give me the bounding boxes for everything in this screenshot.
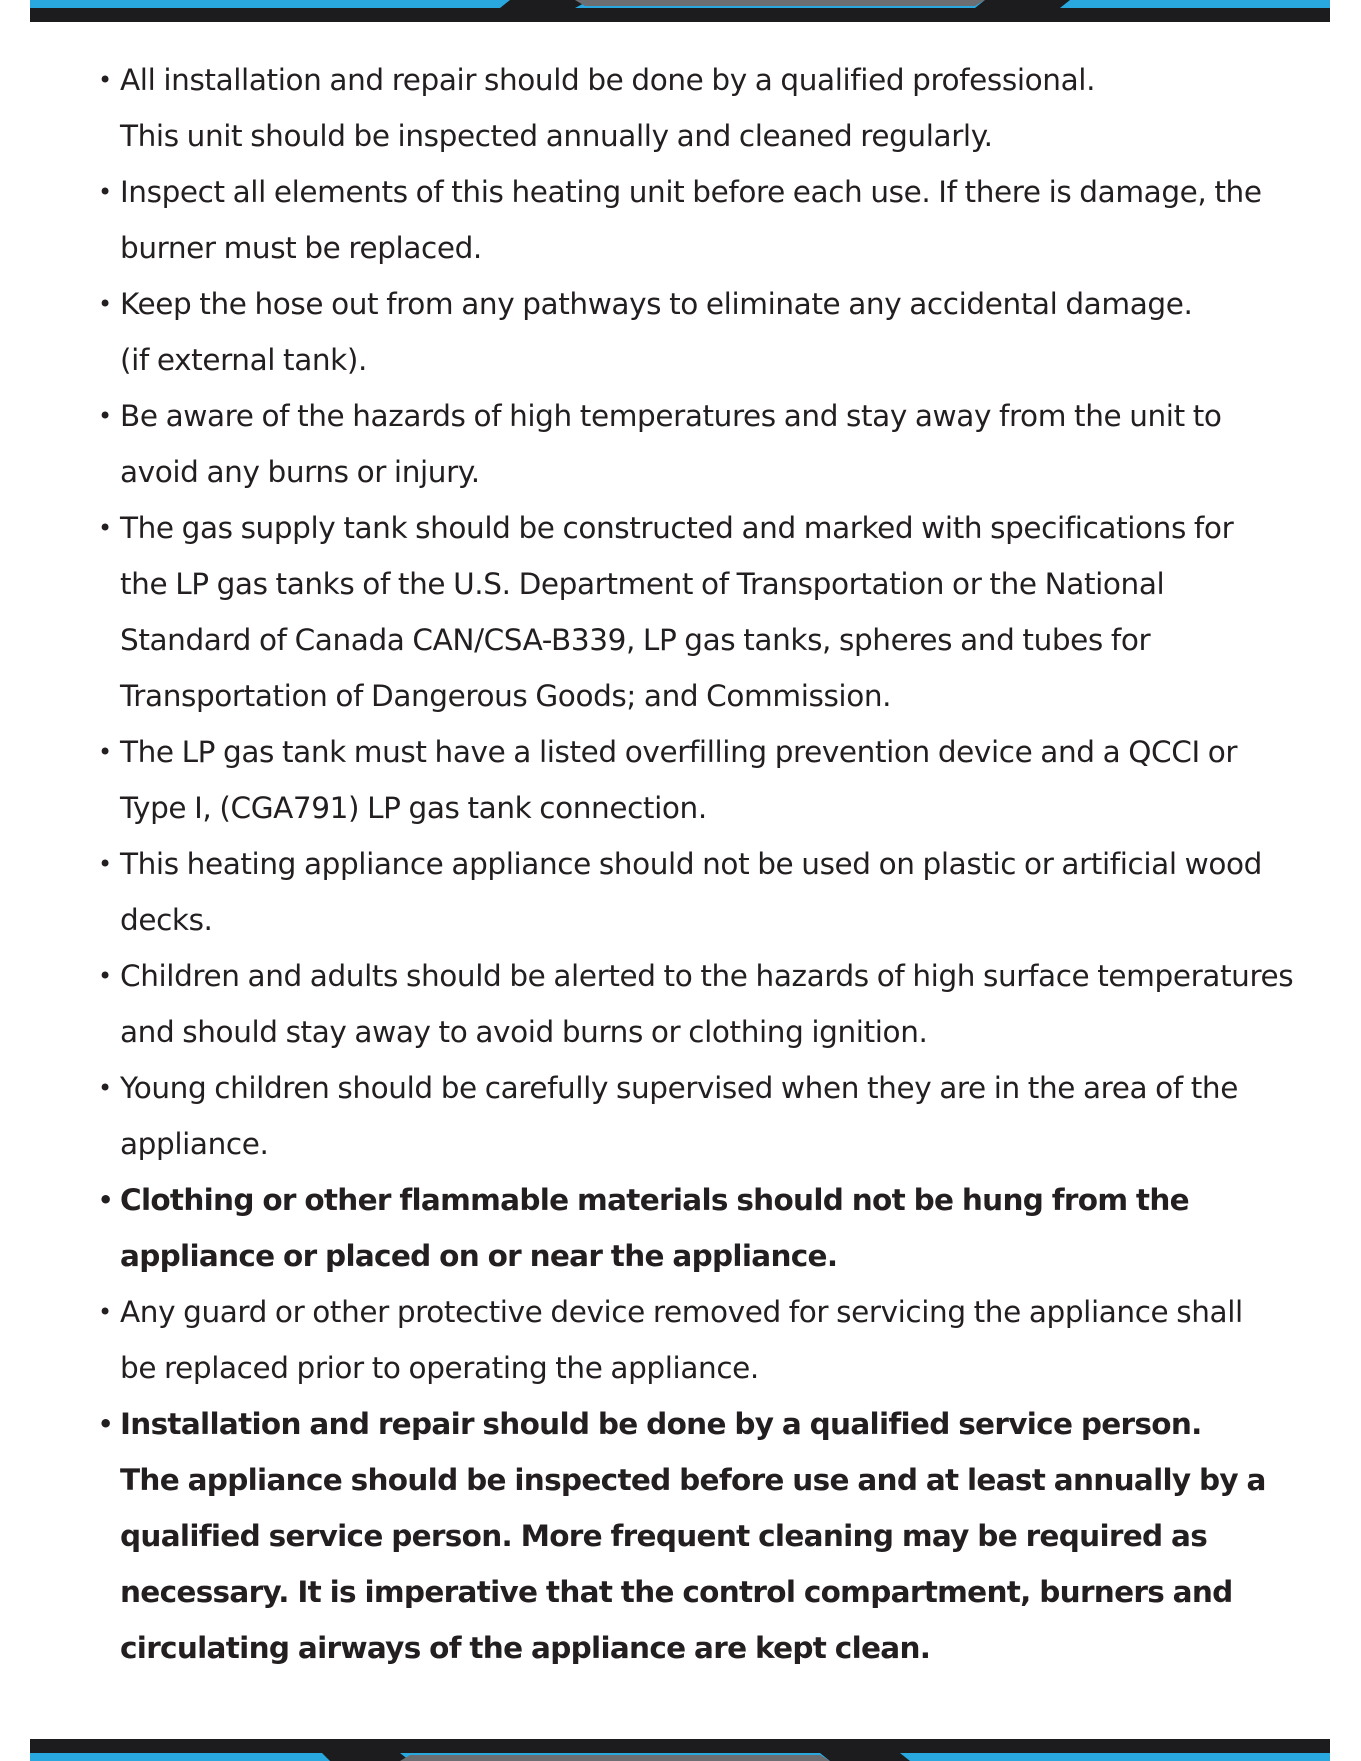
list-item <box>96 388 1296 500</box>
list-item-text: Clothing or other flammable materials should not be hung from the appliance or placed on or near the appliance. <box>120 1183 1189 1273</box>
bullet: • <box>98 514 112 542</box>
bullet: • <box>98 290 112 318</box>
list-item-emphasized <box>96 1396 1296 1676</box>
bullet: • <box>98 1298 112 1326</box>
list-item-text: Any guard or other protective device removed for servicing the appliance shall be replaced prior to operating the appliance. <box>120 1295 1243 1385</box>
list-item-text: The LP gas tank must have a listed overfilling prevention device and a QCCI or Type I, (CGA791) LP gas tank connection. <box>120 735 1238 825</box>
top-decorative-band <box>30 0 1330 22</box>
bullet: • <box>98 962 112 990</box>
list-item-text: The gas supply tank should be constructed and marked with specifications for the LP gas tanks of the U.S. Department of Transportation or the National Standard of Canada CAN/CSA-B339, LP gas tanks, spheres and tubes for Transportation of Dangerous Goods; and Commission. <box>120 511 1234 713</box>
list-item-text: Young children should be carefully supervised when they are in the area of the appliance. <box>120 1071 1238 1161</box>
list-item-text: Installation and repair should be done by a qualified service person. The appliance should be inspected before use and at least annually by a qualified service person. More frequent cleaning may be required as necessary. It is imperative that the control compartment, burners and circulating airways of the appliance are kept clean. <box>120 1407 1266 1665</box>
bottom-decorative-band <box>30 1739 1330 1761</box>
list-item <box>96 52 1296 164</box>
list-item <box>96 276 1296 388</box>
list-item-text: Be aware of the hazards of high temperatures and stay away from the unit to avoid any burns or injury. <box>120 399 1222 489</box>
bullet: • <box>98 738 112 766</box>
list-item-text: This heating appliance appliance should not be used on plastic or artificial wood decks. <box>120 847 1262 937</box>
list-item <box>96 948 1296 1060</box>
bullet: • <box>98 1186 113 1214</box>
bullet: • <box>98 1074 112 1102</box>
bottom-band-graphic <box>30 1739 1330 1761</box>
bullet: • <box>98 178 112 206</box>
list-item-text: Keep the hose out from any pathways to eliminate any accidental damage. (if external tank). <box>120 287 1193 377</box>
bullet: • <box>98 66 112 94</box>
safety-instructions-list <box>96 52 1296 1676</box>
list-item <box>96 164 1296 276</box>
bullet: • <box>98 402 112 430</box>
list-item-text: Inspect all elements of this heating unit before each use. If there is damage, the burner must be replaced. <box>120 175 1262 265</box>
list-item-emphasized <box>96 1172 1296 1284</box>
list-item <box>96 724 1296 836</box>
list-item <box>96 1060 1296 1172</box>
list-item <box>96 1284 1296 1396</box>
list-item-text: Children and adults should be alerted to the hazards of high surface temperatures and should stay away to avoid burns or clothing ignition. <box>120 959 1294 1049</box>
list-item-text: All installation and repair should be done by a qualified professional. This unit should be inspected annually and cleaned regularly. <box>120 63 1096 153</box>
bullet: • <box>98 850 112 878</box>
top-band-graphic <box>30 0 1330 22</box>
bullet: • <box>98 1410 113 1438</box>
list-item <box>96 500 1296 724</box>
list-item <box>96 836 1296 948</box>
